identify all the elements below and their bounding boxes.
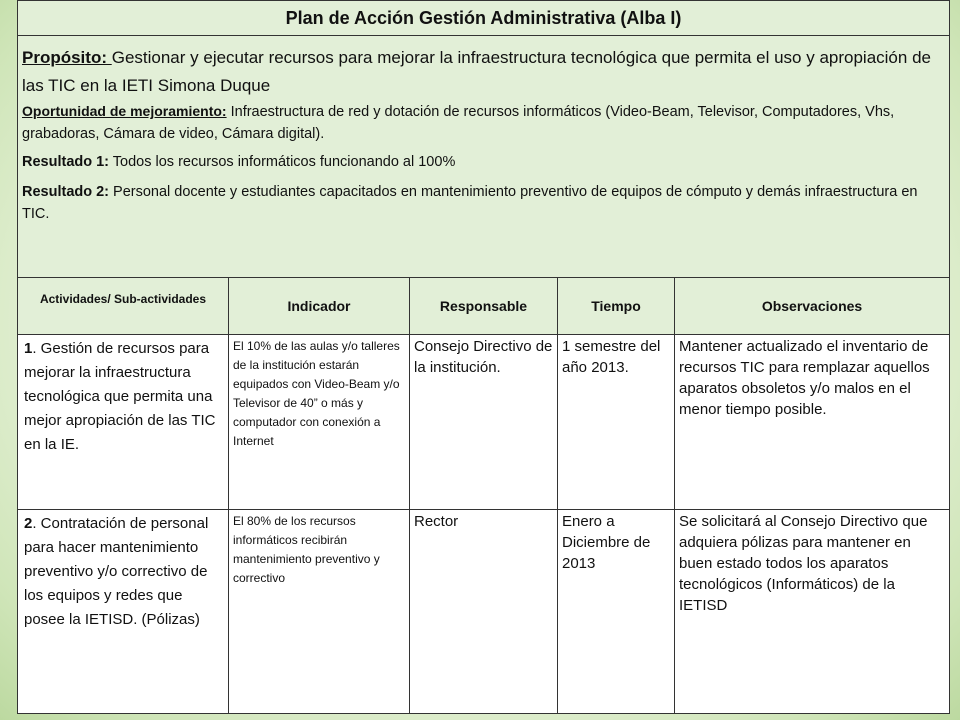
plan-intro (18, 36, 950, 278)
result-1-text: Todos los recursos informáticos funcionando al 100% (109, 154, 456, 171)
plan-title: Plan de Acción Gestión Administrativa (Alba I) (18, 1, 950, 36)
table-row (18, 334, 950, 509)
purpose-text: Gestionar y ejecutar recursos para mejorar la infraestructura tecnológica que permita el uso y apropiación de las TIC en la IETI Simona Duque (22, 48, 931, 96)
result-2-text: Personal docente y estudiantes capacitados en mantenimiento preventivo de equipos de cómputo y demás infraestructura en TIC. (22, 184, 918, 223)
activity-number: 2 (24, 515, 33, 533)
opportunity-paragraph (22, 100, 943, 145)
purpose-paragraph (22, 44, 943, 100)
observations-cell: Se solicitará al Consejo Directivo que adquiera pólizas para mantener en buen estado todos los aparatos tecnológicos (Informáticos) de la IETISD (675, 510, 950, 714)
opportunity-text: Infraestructura de red y dotación de recursos informáticos (Video-Beam, Televisor, Computadores, Vhs, grabadoras, Cámara de video, Cámara digital). (22, 104, 895, 143)
header-indicador: Indicador (229, 277, 410, 334)
result-1-label: Resultado 1: (22, 154, 110, 171)
responsible-cell: Consejo Directivo de la institución. (410, 334, 558, 509)
header-responsable: Responsable (410, 277, 558, 334)
activity-cell (18, 334, 229, 509)
purpose-label: Propósito: (22, 48, 112, 68)
opportunity-label: Oportunidad de mejoramiento: (22, 103, 227, 120)
activity-cell (18, 510, 229, 714)
time-cell: Enero a Diciembre de 2013 (558, 510, 675, 714)
column-header-row (18, 277, 950, 334)
result-2-paragraph (22, 181, 943, 225)
table-row (18, 510, 950, 714)
indicator-cell: El 80% de los recursos informáticos recibirán mantenimiento preventivo y correctivo (229, 510, 410, 714)
observations-cell: Mantener actualizado el inventario de recursos TIC para remplazar aquellos aparatos obsoletos y/o malos en el menor tiempo posible. (675, 334, 950, 509)
indicator-cell: El 10% de las aulas y/o talleres de la institución estarán equipados con Video-Beam y/o Televisor de 40” o más y computador con conexión a Internet (229, 334, 410, 509)
result-2-label: Resultado 2: (22, 184, 110, 201)
activity-number: 1 (24, 339, 33, 357)
activity-text: . Contratación de personal para hacer mantenimiento preventivo y/o correctivo de los equipos y redes que posee la IETISD. (Pólizas) (24, 515, 209, 629)
activity-text: . Gestión de recursos para mejorar la infraestructura tecnológica que permita una mejor apropiación de las TIC en la IE. (24, 339, 216, 453)
header-observaciones: Observaciones (675, 277, 950, 334)
result-1-paragraph (22, 151, 943, 173)
header-actividades: Actividades/ Sub-actividades (18, 277, 229, 334)
action-plan-table (17, 0, 950, 714)
header-tiempo: Tiempo (558, 277, 675, 334)
responsible-cell: Rector (410, 510, 558, 714)
time-cell: 1 semestre del año 2013. (558, 334, 675, 509)
